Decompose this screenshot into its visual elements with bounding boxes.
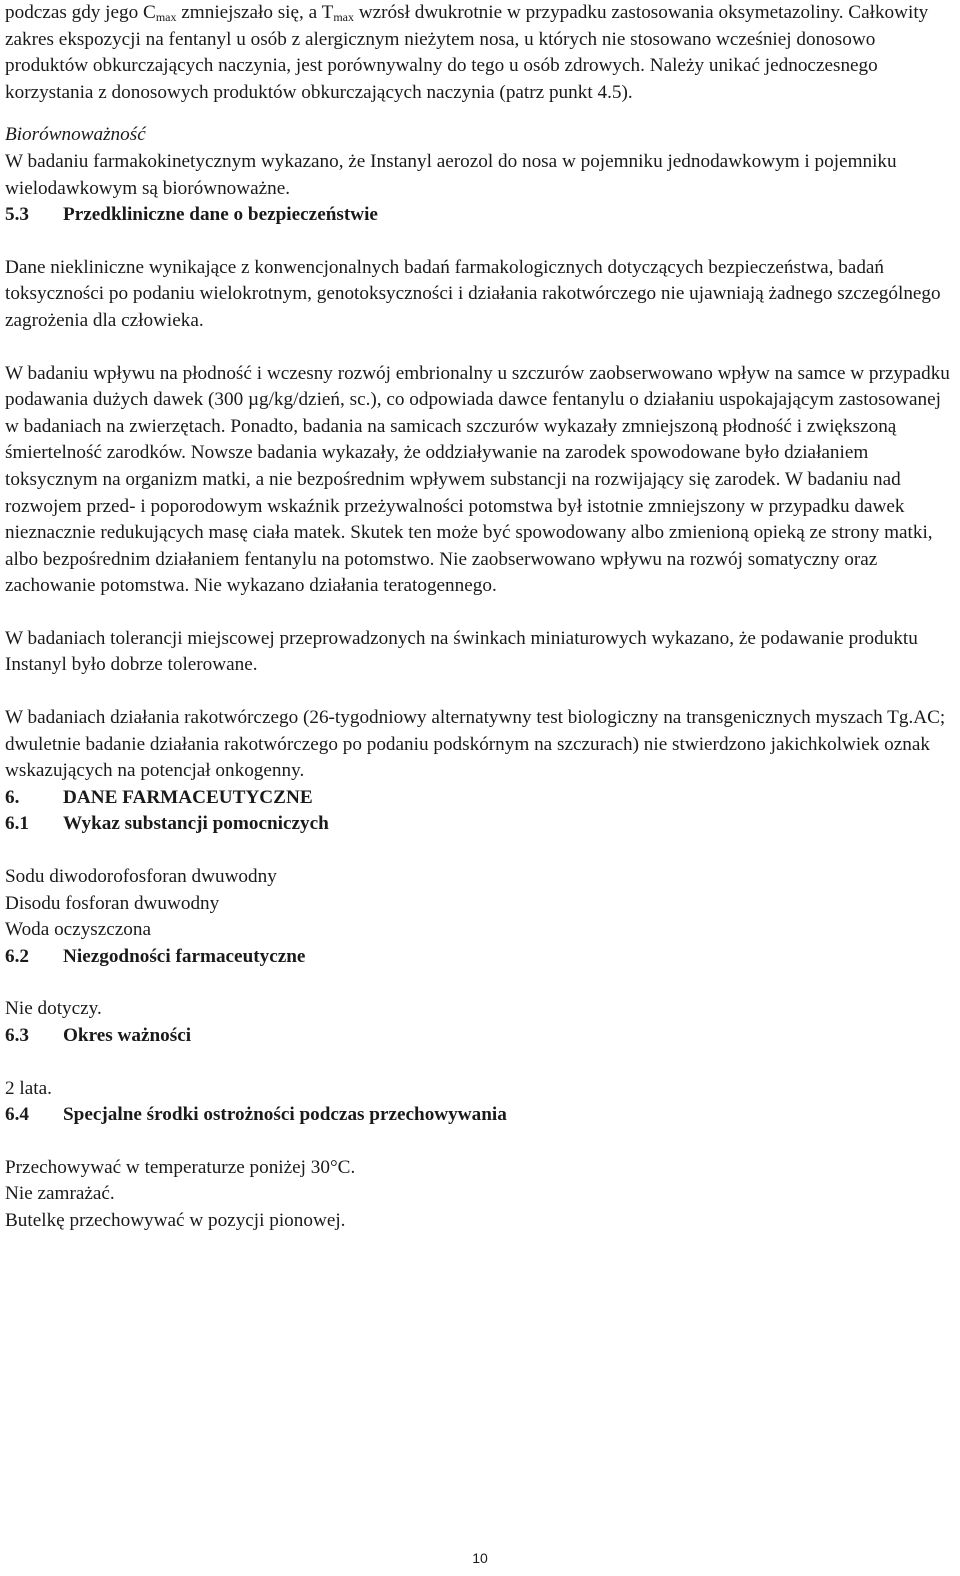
storage-instructions [5,1155,955,1235]
section-6-heading [5,785,955,812]
section-5-3-paragraph: W badaniach tolerancji miejscowej przeprowadzonych na świnkach miniaturowych wykazano, że podawanie produktu Instanyl było dobrze tolerowane. [5,627,918,676]
section-5-3-heading [5,202,955,229]
section-5-3-paragraph: W badaniu wpływu na płodność i wczesny rozwój embrionalny u szczurów zaobserwowano wpływ na samce w przypadku podawania dużych dawek (300 µg/kg/dzień, sc.), co odpowiada dawce fentanylu o działaniu uspokajającym zastosowanej w badaniach na zwierzętach. Ponadto, badania na samicach szczurów wykazały zmniejszoną płodność i zwiększoną śmiertelność zarodków. Nowsze badania wykazały, że oddziaływanie na zarodek spowodowane było działaniem toksycznym na organizm matki, a nie bezpośrednim wpływem substancji na rozwijający się zarodek. W badaniu nad rozwojem przed- i poporodowym wskaźnik przeżywalności potomstwa był istotnie zmniejszony w przypadku dawek nieznacznie redukujących masę ciała matek. Skutek ten może być spowodowany albo zmienioną opieką ze strony matki, albo bezpośrednim działaniem fentanylu na potomstwo. Nie zaobserwowano wpływu na rozwój somatyczny oraz zachowanie potomstwa. Nie wykazano działania teratogennego. [5,362,950,597]
section-6-4-heading [5,1102,955,1129]
intro-line1-b: zmniejszało się, a T [176,2,334,23]
list-item: Disodu fosforan dwuwodny [5,892,220,914]
section-5-3-paragraph: Dane niekliniczne wynikające z konwencjonalnych badań farmakologicznych dotyczących bezpieczeństwa, badań toksyczności po podaniu wielokrotnym, genotoksyczności i działania rakotwórczego nie ujawniają żadnego szczególnego zagrożenia dla człowieka. [5,256,941,331]
section-6-2-text: Nie dotyczy. [5,998,102,1020]
bioequivalence-text: W badaniu farmakokinetycznym wykazano, że Instanyl aerozol do nosa w pojemniku jednodawkowym i pojemniku wielodawkowym są biorównoważne. [5,150,897,199]
section-number: 6.3 [5,1025,29,1046]
section-5-3-paragraph: W badaniach działania rakotwórczego (26-tygodniowy alternatywny test biologiczny na transgenicznych myszach Tg.AC; dwuletnie badanie działania rakotwórczego po podaniu podskórnym na szczurach) nie stwierdzono jakichkolwiek oznak wskazujących na potencjał onkogenny. [5,707,946,782]
page-number: 10 [472,1550,488,1566]
section-6-3-text: 2 lata. [5,1077,52,1099]
section-title: Przedkliniczne dane o bezpieczeństwie [63,204,378,226]
intro-rest: oksymetazoliny. Całkowity zakres ekspozycji na fentanyl u osób z alergicznym nieżytem nosa, u których nie stosowano wcześniej donosowo produktów obkurczających naczynia, jest porównywalny do tego u osób zdrowych. Należy unikać jednoczesnego korzystania z donosowych produktów obkurczających naczynia (patrz punkt 4.5). [5,2,929,103]
section-6-2-heading [5,944,955,971]
section-number: 5.3 [5,204,29,226]
bioequivalence-title: Biorównoważność [5,124,146,146]
intro-paragraph [5,0,955,106]
list-item: Sodu diwodorofosforan dwuwodny [5,866,277,888]
excipients-list [5,864,955,944]
section-number: 6.2 [5,945,29,967]
section-title: Wykaz substancji pomocniczych [63,813,329,835]
section-title: Niezgodności farmaceutyczne [63,945,306,967]
intro-line1-a: podczas gdy jego C [5,2,156,23]
cmax-subscript: max [155,10,177,24]
section-title: Okres ważności [63,1025,192,1046]
list-item: Przechowywać w temperaturze poniżej 30°C. [5,1156,356,1178]
section-number: 6.4 [5,1104,29,1126]
section-6-3-heading [5,1023,955,1050]
section-title: Specjalne środki ostrożności podczas przechowywania [63,1104,507,1126]
tmax-subscript: max [333,10,354,24]
list-item: Woda oczyszczona [5,919,152,941]
document-page [5,0,955,1235]
section-6-1-heading [5,811,955,838]
section-number: 6. [5,786,20,808]
section-title: DANE FARMACEUTYCZNE [63,786,313,808]
section-number: 6.1 [5,813,29,835]
intro-line1-c: wzrósł dwukrotnie w przypadku zastosowania [353,2,714,23]
list-item: Nie zamrażać. [5,1183,115,1205]
list-item: Butelkę przechowywać w pozycji pionowej. [5,1209,346,1231]
